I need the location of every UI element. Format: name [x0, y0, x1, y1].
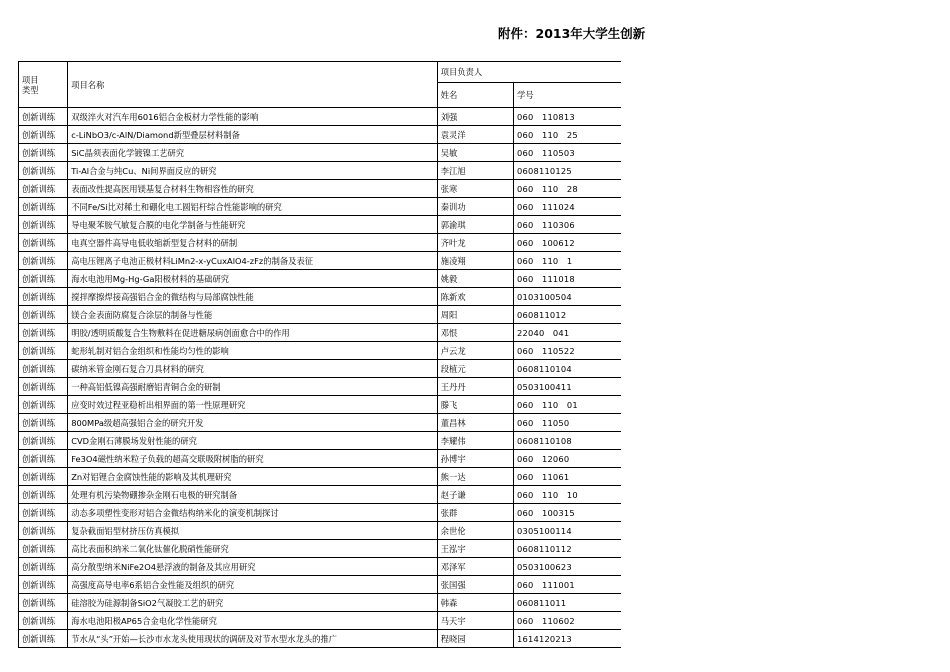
cell-student-id: 060 111018 [514, 270, 621, 288]
cell-student-id: 0305100114 [514, 522, 621, 540]
cell-type: 创新训练 [19, 234, 68, 252]
table-row [19, 162, 622, 180]
header-row [19, 62, 622, 83]
table-row [19, 126, 622, 144]
cell-student-id: 0608110108 [514, 432, 621, 450]
cell-student-id: 060 110813 [514, 108, 621, 126]
cell-type: 创新训练 [19, 198, 68, 216]
cell-student-id: 22040 041 [514, 324, 621, 342]
cell-project-name: 一种高铝低镍高强耐磨铝青铜合金的研制 [68, 378, 438, 396]
cell-type: 创新训练 [19, 162, 68, 180]
cell-project-name: 高电压锂离子电池正极材料LiMn2-x-yCuxAlO4-zFz的制备及表征 [68, 252, 438, 270]
cell-leader-name: 余世伦 [437, 522, 513, 540]
table-row [19, 360, 622, 378]
cell-type: 创新训练 [19, 504, 68, 522]
cell-leader-name: 韩森 [437, 594, 513, 612]
cell-leader-name: 马天宇 [437, 612, 513, 630]
cell-project-name: 高比表面积纳米二氧化钛催化脱硝性能研究 [68, 540, 438, 558]
cell-type: 创新训练 [19, 594, 68, 612]
cell-project-name: Fe3O4磁性纳米粒子负载的超高交联吸附树脂的研究 [68, 450, 438, 468]
cell-project-name: 海水电池用Mg-Hg-Ga阳极材料的基础研究 [68, 270, 438, 288]
cell-student-id: 060 12060 [514, 450, 621, 468]
header-leader: 项目负责人 [437, 62, 621, 83]
cell-student-id: 1614120213 [514, 630, 621, 648]
cell-student-id: 060 110 10 [514, 486, 621, 504]
cell-student-id: 0608110112 [514, 540, 621, 558]
cell-leader-name: 李江旭 [437, 162, 513, 180]
table-row [19, 342, 622, 360]
table-row [19, 432, 622, 450]
cell-type: 创新训练 [19, 306, 68, 324]
table-row [19, 108, 622, 126]
cell-student-id: 060 110 01 [514, 396, 621, 414]
cell-project-name: 表面改性提高医用镁基复合材料生物相容性的研究 [68, 180, 438, 198]
cell-project-name: Ti-Al合金与纯Cu、Ni间界面反应的研究 [68, 162, 438, 180]
table-row [19, 558, 622, 576]
cell-leader-name: 齐叶龙 [437, 234, 513, 252]
table-row [19, 198, 622, 216]
cell-student-id: 060 110 28 [514, 180, 621, 198]
header-leader-name: 姓名 [437, 83, 513, 108]
header-type [19, 62, 68, 108]
cell-project-name: 处理有机污染物硼掺杂金刚石电极的研究制备 [68, 486, 438, 504]
cell-leader-name: 卢云龙 [437, 342, 513, 360]
cell-student-id: 0608110125 [514, 162, 621, 180]
cell-project-name: 动态多项塑性变形对铝合金微结构纳米化的演变机制探讨 [68, 504, 438, 522]
cell-project-name: 复杂截面铝型材挤压仿真模拟 [68, 522, 438, 540]
cell-project-name: SiC晶须表面化学镀镍工艺研究 [68, 144, 438, 162]
cell-project-name: 蛇形轧制对铝合金组织和性能均匀性的影响 [68, 342, 438, 360]
cell-leader-name: 吴敏 [437, 144, 513, 162]
cell-student-id: 060 100612 [514, 234, 621, 252]
cell-project-name: c-LiNbO3/c-AlN/Diamond新型叠层材料制备 [68, 126, 438, 144]
cell-project-name: 不同Fe/Si比对稀土和硼化电工圆铝杆综合性能影响的研究 [68, 198, 438, 216]
cell-student-id: 060 110 25 [514, 126, 621, 144]
cell-leader-name: 邓恨 [437, 324, 513, 342]
cell-leader-name: 陈新欢 [437, 288, 513, 306]
cell-project-name: 镁合金表面防腐复合涂层的制备与性能 [68, 306, 438, 324]
cell-type: 创新训练 [19, 468, 68, 486]
cell-student-id: 060 100315 [514, 504, 621, 522]
table-row [19, 396, 622, 414]
cell-student-id: 060 111024 [514, 198, 621, 216]
cell-type: 创新训练 [19, 558, 68, 576]
cell-student-id: 060 11061 [514, 468, 621, 486]
cell-project-name: 搅拌摩擦焊接高强铝合金的微结构与局部腐蚀性能 [68, 288, 438, 306]
cell-student-id: 060 110 1 [514, 252, 621, 270]
cell-student-id: 060 110522 [514, 342, 621, 360]
table-row [19, 486, 622, 504]
table-row [19, 234, 622, 252]
cell-leader-name: 王丹丹 [437, 378, 513, 396]
cell-student-id: 060811012 [514, 306, 621, 324]
cell-type: 创新训练 [19, 630, 68, 648]
cell-leader-name: 张群 [437, 504, 513, 522]
table-row [19, 504, 622, 522]
cell-student-id: 060 111001 [514, 576, 621, 594]
cell-project-name: 明胶/透明质酸复合生物敷料在促进糖尿病创面愈合中的作用 [68, 324, 438, 342]
cell-type: 创新训练 [19, 360, 68, 378]
table-row [19, 324, 622, 342]
cell-leader-name: 熊一达 [437, 468, 513, 486]
cell-student-id: 060 110503 [514, 144, 621, 162]
cell-project-name: 硅溶胶为硅源制备SiO2气凝胶工艺的研究 [68, 594, 438, 612]
cell-leader-name: 姚毅 [437, 270, 513, 288]
cell-student-id: 0503100411 [514, 378, 621, 396]
table-row [19, 270, 622, 288]
table-row [19, 180, 622, 198]
cell-type: 创新训练 [19, 414, 68, 432]
cell-leader-name: 刘强 [437, 108, 513, 126]
cell-leader-name: 滕飞 [437, 396, 513, 414]
cell-leader-name: 秦训功 [437, 198, 513, 216]
cell-leader-name: 董昌林 [437, 414, 513, 432]
cell-type: 创新训练 [19, 288, 68, 306]
table-row [19, 414, 622, 432]
table-row [19, 594, 622, 612]
cell-type: 创新训练 [19, 342, 68, 360]
table-row [19, 216, 622, 234]
cell-type: 创新训练 [19, 216, 68, 234]
page-title: 附件：2013年大学生创新 [498, 26, 646, 41]
cell-project-name: 海水电池阳极AP65合金电化学性能研究 [68, 612, 438, 630]
cell-type: 创新训练 [19, 540, 68, 558]
cell-leader-name: 张国强 [437, 576, 513, 594]
table-row [19, 378, 622, 396]
cell-type: 创新训练 [19, 396, 68, 414]
cell-type: 创新训练 [19, 270, 68, 288]
table-row [19, 576, 622, 594]
table-row [19, 468, 622, 486]
cell-student-id: 060 110602 [514, 612, 621, 630]
cell-type: 创新训练 [19, 432, 68, 450]
cell-leader-name: 李耀伟 [437, 432, 513, 450]
cell-type: 创新训练 [19, 108, 68, 126]
cell-leader-name: 王泓宇 [437, 540, 513, 558]
cell-project-name: 节水从“头”开始—长沙市水龙头使用现状的调研及对节水型水龙头的推广 [68, 630, 438, 648]
table-row [19, 630, 622, 648]
cell-type: 创新训练 [19, 378, 68, 396]
cell-leader-name: 施凌翔 [437, 252, 513, 270]
cell-leader-name: 周阳 [437, 306, 513, 324]
header-student-id: 学号 [514, 83, 621, 108]
table-row [19, 288, 622, 306]
cell-project-name: 电真空器件高导电低收缩新型复合材料的研制 [68, 234, 438, 252]
cell-type: 创新训练 [19, 612, 68, 630]
cell-leader-name: 程晓园 [437, 630, 513, 648]
cell-leader-name: 段植元 [437, 360, 513, 378]
cell-type: 创新训练 [19, 522, 68, 540]
cell-type: 创新训练 [19, 324, 68, 342]
cell-project-name: Zn对铝锂合金腐蚀性能的影响及其机理研究 [68, 468, 438, 486]
cell-type: 创新训练 [19, 450, 68, 468]
table-row [19, 450, 622, 468]
cell-leader-name: 邓泽军 [437, 558, 513, 576]
cell-project-name: 应变时效过程亚稳析出相界面的第一性原理研究 [68, 396, 438, 414]
cell-student-id: 0103100504 [514, 288, 621, 306]
cell-type: 创新训练 [19, 486, 68, 504]
cell-student-id: 0608110104 [514, 360, 621, 378]
cell-student-id: 060811011 [514, 594, 621, 612]
cell-leader-name: 郭渝琪 [437, 216, 513, 234]
table-row [19, 144, 622, 162]
table-row [19, 540, 622, 558]
cell-project-name: 双级淬火对汽车用6016铝合金板材力学性能的影响 [68, 108, 438, 126]
cell-project-name: 800MPa级超高强铝合金的研究开发 [68, 414, 438, 432]
cell-project-name: 导电聚苯胺气敏复合膜的电化学制备与性能研究 [68, 216, 438, 234]
project-table [18, 61, 621, 648]
cell-leader-name: 赵子谦 [437, 486, 513, 504]
cell-project-name: CVD金刚石薄膜场发射性能的研究 [68, 432, 438, 450]
cell-type: 创新训练 [19, 180, 68, 198]
cell-student-id: 0503100623 [514, 558, 621, 576]
cell-type: 创新训练 [19, 252, 68, 270]
header-name: 项目名称 [68, 62, 438, 108]
cell-student-id: 060 110306 [514, 216, 621, 234]
cell-project-name: 碳纳米管金刚石复合刀具材料的研究 [68, 360, 438, 378]
table-row [19, 612, 622, 630]
cell-student-id: 060 11050 [514, 414, 621, 432]
table-row [19, 522, 622, 540]
cell-project-name: 高强度高导电率6系铝合金性能及组织的研究 [68, 576, 438, 594]
cell-type: 创新训练 [19, 126, 68, 144]
cell-type: 创新训练 [19, 576, 68, 594]
table-row [19, 252, 622, 270]
cell-leader-name: 孙博宇 [437, 450, 513, 468]
cell-type: 创新训练 [19, 144, 68, 162]
table-row [19, 306, 622, 324]
header-type-label: 项目 类型 [22, 74, 39, 95]
cell-leader-name: 张寒 [437, 180, 513, 198]
cell-project-name: 高分散型纳米NiFe2O4悬浮液的制备及其应用研究 [68, 558, 438, 576]
cell-leader-name: 袁灵洋 [437, 126, 513, 144]
